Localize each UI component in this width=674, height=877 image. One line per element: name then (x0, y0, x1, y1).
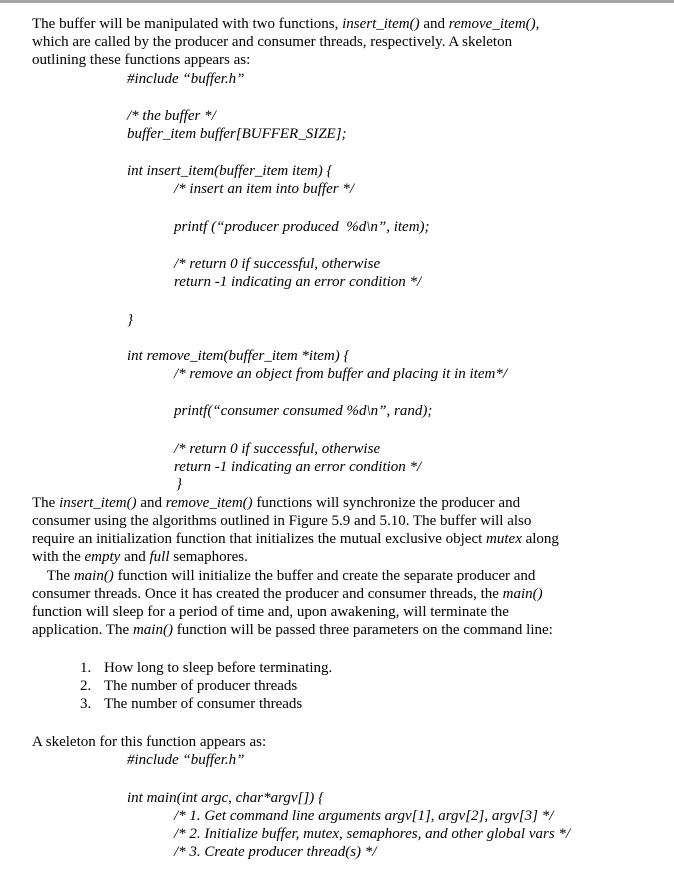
code-comment: /* the buffer */ (127, 108, 216, 124)
intro-line-2: which are called by the producer and consumer threads, respectively. A skeleton (32, 34, 513, 50)
code-comment: /* 3. Create producer thread(s) */ (174, 844, 377, 860)
function-name: insert_item() (342, 16, 420, 32)
function-name: main() (132, 622, 173, 638)
text: along (521, 531, 559, 547)
list-item-text: How long to sleep before terminating. (104, 660, 333, 676)
code-comment: /* return 0 if successful, otherwise (174, 441, 381, 457)
code-remove-signature: int remove_item(buffer_item *item) { (127, 348, 350, 364)
para2-line-3 (32, 531, 559, 548)
code-comment: /* 1. Get command line arguments argv[1], argv[2], argv[3] */ (174, 808, 554, 824)
code-comment: /* insert an item into buffer */ (174, 181, 354, 197)
text: consumer threads. Once it has created the producer and consumer threads, the (32, 586, 503, 602)
function-name: insert_item() (59, 495, 137, 511)
code-main-signature: int main(int argc, char*argv[]) { (127, 790, 324, 806)
para3-line-3: function will sleep for a period of time and, upon awakening, will terminate the (32, 604, 509, 620)
top-border (0, 0, 674, 3)
skeleton-intro: A skeleton for this function appears as: (32, 734, 267, 750)
list-number: 2. (80, 678, 92, 694)
intro-line-1 (32, 16, 539, 33)
para2-line-1 (32, 495, 520, 512)
list-number: 3. (80, 696, 92, 712)
term: mutex (486, 531, 522, 547)
text: The (32, 495, 60, 511)
text: functions will synchronize the producer and (252, 495, 521, 511)
list-item-text: The number of consumer threads (104, 696, 303, 712)
text: with the (32, 549, 85, 565)
para2-line-2: consumer using the algorithms outlined in Figure 5.9 and 5.10. The buffer will also (32, 513, 532, 529)
para3-line-2 (32, 586, 543, 603)
list-item (80, 660, 91, 677)
text: The (32, 568, 74, 584)
function-name: remove_item() (165, 495, 253, 511)
text: semaphores. (169, 549, 248, 565)
code-declaration: buffer_item buffer[BUFFER_SIZE]; (127, 126, 347, 142)
code-printf: printf (“producer produced %d\n”, item); (174, 219, 430, 235)
text: require an initialization function that initializes the mutual exclusive object (32, 531, 487, 547)
code-close-brace: } (176, 476, 182, 492)
code-close-brace: } (127, 312, 133, 328)
code-insert-signature: int insert_item(buffer_item item) { (127, 163, 333, 179)
text: application. The (32, 622, 133, 638)
text: function will initialize the buffer and create the separate producer and (113, 568, 536, 584)
code-include: #include “buffer.h” (127, 71, 245, 87)
function-name: remove_item(), (448, 16, 540, 32)
code-comment: return -1 indicating an error condition */ (174, 459, 422, 475)
list-number: 1. (80, 660, 92, 676)
term: empty (84, 549, 121, 565)
code-printf: printf(“consumer consumed %d\n”, rand); (174, 403, 433, 419)
intro-line-3: outlining these functions appears as: (32, 52, 251, 68)
function-name: main() (502, 586, 543, 602)
term: full (149, 549, 170, 565)
text: and (419, 16, 449, 32)
para2-line-4 (32, 549, 248, 566)
text: The buffer will be manipulated with two functions, (32, 16, 343, 32)
code-comment: return -1 indicating an error condition */ (174, 274, 422, 290)
code-comment: /* return 0 if successful, otherwise (174, 256, 381, 272)
text: function will be passed three parameters on the command line: (172, 622, 553, 638)
list-item (80, 696, 91, 713)
code-include: #include “buffer.h” (127, 752, 245, 768)
list-item-text: The number of producer threads (104, 678, 298, 694)
code-comment: /* 2. Initialize buffer, mutex, semaphores, and other global vars */ (174, 826, 571, 842)
code-comment: /* remove an object from buffer and placing it in item*/ (174, 366, 508, 382)
para3-line-1 (32, 568, 535, 585)
text: and (136, 495, 166, 511)
para3-line-4 (32, 622, 553, 639)
text: and (120, 549, 150, 565)
function-name: main() (73, 568, 114, 584)
list-item (80, 678, 91, 695)
